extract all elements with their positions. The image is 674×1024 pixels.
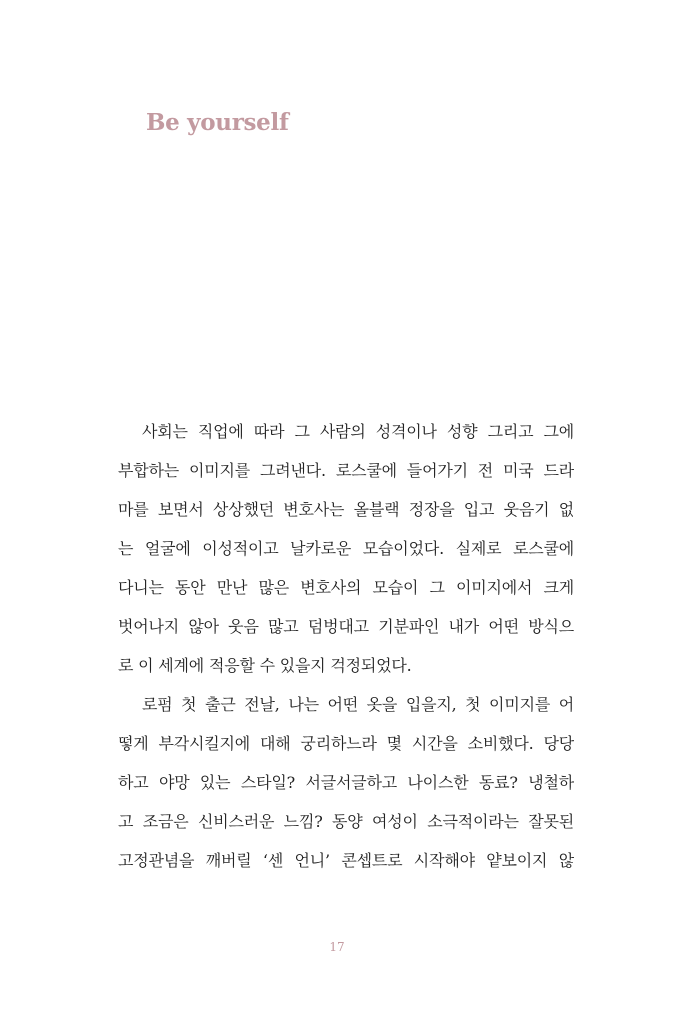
text-line: 사회는 직업에 따라 그 사람의 성격이나 성향 그리고 그에 — [142, 422, 574, 441]
text-line: 고정관념을 깨버릴 ‘센 언니’ 콘셉트로 시작해야 얕보이지 않 — [118, 851, 574, 870]
paragraph — [118, 412, 574, 685]
text-line: 고 조금은 신비스러운 느낌? 동양 여성이 소극적이라는 잘못된 — [118, 812, 574, 831]
text-line: 부합하는 이미지를 그려낸다. 로스쿨에 들어가기 전 미국 드라 — [118, 461, 574, 480]
body-text — [118, 412, 574, 880]
text-line: 로펌 첫 출근 전날, 나는 어떤 옷을 입을지, 첫 이미지를 어 — [142, 695, 574, 714]
paragraph — [118, 685, 574, 880]
text-line: 로 이 세계에 적응할 수 있을지 걱정되었다. — [118, 656, 412, 675]
page-number: 17 — [329, 940, 345, 954]
chapter-title: Be yourself — [146, 109, 289, 136]
text-line: 다니는 동안 만난 많은 변호사의 모습이 그 이미지에서 크게 — [118, 578, 574, 597]
text-line: 하고 야망 있는 스타일? 서글서글하고 나이스한 동료? 냉철하 — [118, 773, 574, 792]
text-line: 마를 보면서 상상했던 변호사는 올블랙 정장을 입고 웃음기 없 — [118, 500, 574, 519]
text-line: 벗어나지 않아 웃음 많고 덤벙대고 기분파인 내가 어떤 방식으 — [118, 617, 574, 636]
text-line: 떻게 부각시킬지에 대해 궁리하느라 몇 시간을 소비했다. 당당 — [118, 734, 574, 753]
text-line: 는 얼굴에 이성적이고 날카로운 모습이었다. 실제로 로스쿨에 — [118, 539, 574, 558]
